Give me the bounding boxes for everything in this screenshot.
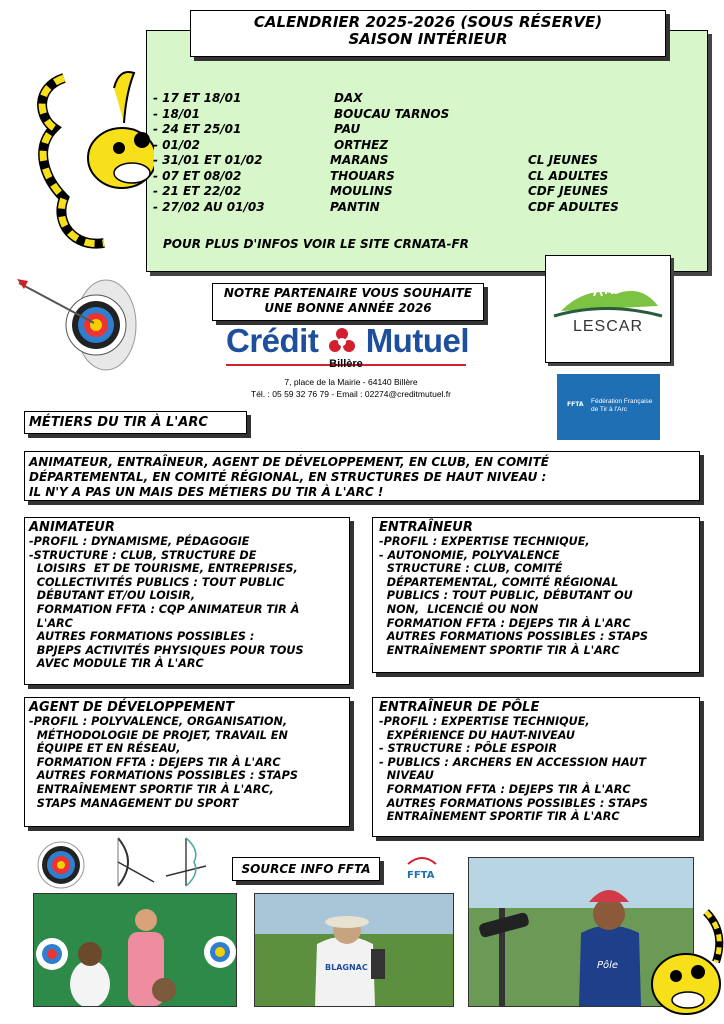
calendar-event: CL JEUNES xyxy=(528,153,598,167)
calendar-event: CDF ADULTES xyxy=(528,199,619,214)
calendar-date: - 18/01 xyxy=(153,106,200,121)
card-pole-line: NIVEAU xyxy=(379,769,434,783)
calendar-date: - 17 ET 18/01 xyxy=(153,91,242,105)
card-animateur xyxy=(24,517,350,685)
card-entraineur-line: DÉPARTEMENTAL, COMITÉ RÉGIONAL xyxy=(379,575,619,589)
card-animateur-body xyxy=(29,535,349,671)
credit-mutuel-emblem-icon xyxy=(327,326,357,356)
metiers-intro-line: IL N'Y A PAS UN MAIS DES MÉTIERS DU TIR À L'ARC ! xyxy=(29,485,384,499)
card-animateur-line: AUTRES FORMATIONS POSSIBLES : xyxy=(29,630,255,644)
calendar-event: CDF JEUNES xyxy=(528,184,609,198)
card-entraineur-body xyxy=(379,535,699,657)
ffta-logo-line2: de Tir à l'Arc xyxy=(591,406,627,413)
calendar-note: POUR PLUS D'INFOS VOIR LE SITE CRNATA-FR xyxy=(163,237,469,251)
card-pole-line: ENTRAÎNEMENT SPORTIF TIR À L'ARC xyxy=(379,810,620,824)
card-agent-line: STAPS MANAGEMENT DU SPORT xyxy=(29,796,239,810)
calendar-place: MARANS xyxy=(330,153,389,167)
card-entraineur xyxy=(372,517,700,673)
ffta-logo xyxy=(557,374,660,440)
card-pole-line: FORMATION FFTA : DEJEPS TIR À L'ARC xyxy=(379,782,631,796)
card-entraineur-line: AUTRES FORMATIONS POSSIBLES : STAPS xyxy=(379,630,648,644)
photo-coach-kids xyxy=(33,893,237,1007)
svg-text:FFTA: FFTA xyxy=(407,870,435,881)
card-pole-line: - STRUCTURE : PÔLE ESPOIR xyxy=(379,742,557,756)
marsupilami-bottom-icon xyxy=(636,892,724,1024)
metiers-intro xyxy=(24,451,700,501)
credit-mutuel-branch: Billère xyxy=(329,358,363,370)
calendar-box xyxy=(146,30,708,272)
card-entraineur-title: ENTRAÎNEUR xyxy=(379,520,473,535)
card-animateur-line: FORMATION FFTA : CQP ANIMATEUR TIR À xyxy=(29,602,300,616)
card-pole xyxy=(372,697,700,837)
photo-blagnac-text: BLAGNAC xyxy=(325,963,368,972)
card-entraineur-line: PUBLICS : TOUT PUBLIC, DÉBUTANT OU xyxy=(379,589,633,603)
card-agent-line: FORMATION FFTA : DEJEPS TIR À L'ARC xyxy=(29,755,281,769)
card-agent-line: ÉQUIPE ET EN RÉSEAU, xyxy=(29,742,181,756)
ffta-small-logo-icon xyxy=(404,852,440,882)
card-animateur-line: L'ARC xyxy=(29,616,73,630)
lescar-logo xyxy=(545,255,671,363)
partner-contact: Tél. : 05 59 32 76 79 - Email : 02274@creditmutuel.fr xyxy=(251,389,451,399)
card-entraineur-line: -PROFIL : EXPERTISE TECHNIQUE, xyxy=(379,535,590,548)
recurve-bow-icon xyxy=(160,836,212,888)
calendar-place: ORTHEZ xyxy=(334,137,389,152)
partner-address: 7, place de la Mairie - 64140 Billère xyxy=(284,377,418,387)
lescar-hill-icon xyxy=(546,256,670,326)
card-animateur-line: COLLECTIVITÉS PUBLICS : TOUT PUBLIC xyxy=(29,575,285,589)
credit-mutuel-name-1: Crédit xyxy=(226,322,319,359)
photo-cap-text: Pôle xyxy=(597,960,619,971)
card-entraineur-line: STRUCTURE : CLUB, COMITÉ xyxy=(379,562,563,576)
calendar-date: - 07 ET 08/02 xyxy=(153,168,242,183)
calendar-place: DAX xyxy=(334,91,363,105)
calendar-date: - 27/02 AU 01/03 xyxy=(153,199,265,214)
partner-message-line1: NOTRE PARTENAIRE VOUS SOUHAITE xyxy=(223,286,473,300)
card-pole-title: ENTRAÎNEUR DE PÔLE xyxy=(379,700,540,715)
card-agent-line: AUTRES FORMATIONS POSSIBLES : STAPS xyxy=(29,769,298,783)
target-arrow-icon xyxy=(14,275,139,375)
card-animateur-line: LOISIRS ET DE TOURISME, ENTREPRISES, xyxy=(29,562,298,576)
card-animateur-line: -PROFIL : DYNAMISME, PÉDAGOGIE xyxy=(29,535,250,548)
calendar-place: PAU xyxy=(334,122,361,136)
ffta-logo-abbr: FFTA xyxy=(567,401,584,408)
compound-bow-icon xyxy=(108,836,156,888)
metiers-title: MÉTIERS DU TIR À L'ARC xyxy=(24,411,247,434)
card-animateur-line: AVEC MODULE TIR À L'ARC xyxy=(29,657,204,671)
calendar-date: - 21 ET 22/02 xyxy=(153,184,242,198)
card-pole-line: AUTRES FORMATIONS POSSIBLES : STAPS xyxy=(379,796,648,810)
card-animateur-title: ANIMATEUR xyxy=(29,520,115,535)
card-agent-line: -PROFIL : POLYVALENCE, ORGANISATION, xyxy=(29,715,288,728)
calendar-place: MOULINS xyxy=(330,184,393,198)
card-agent-line: MÉTHODOLOGIE DE PROJET, TRAVAIL EN xyxy=(29,728,288,742)
partner-message xyxy=(212,283,484,321)
lescar-name: LESCAR xyxy=(572,318,644,335)
calendar-title-line1: CALENDRIER 2025-2026 (SOUS RÉSERVE) xyxy=(253,13,603,31)
card-animateur-line: DÉBUTANT ET/OU LOISIR, xyxy=(29,589,196,603)
metiers-intro-line: ANIMATEUR, ENTRAÎNEUR, AGENT DE DÉVELOPPEMENT, EN CLUB, EN COMITÉ xyxy=(29,455,549,469)
card-agent-line: ENTRAÎNEMENT SPORTIF TIR À L'ARC, xyxy=(29,782,274,796)
calendar-place: BOUCAU TARNOS xyxy=(334,106,450,121)
card-agent-body xyxy=(29,715,349,810)
card-pole-line: -PROFIL : EXPERTISE TECHNIQUE, xyxy=(379,715,590,728)
card-pole-body xyxy=(379,715,699,824)
card-animateur-line: BPJEPS ACTIVITÉS PHYSIQUES POUR TOUS xyxy=(29,643,304,657)
card-animateur-line: -STRUCTURE : CLUB, STRUCTURE DE xyxy=(29,548,257,562)
card-agent xyxy=(24,697,350,827)
card-pole-line: - PUBLICS : ARCHERS EN ACCESSION HAUT xyxy=(379,755,646,769)
card-entraineur-line: ENTRAÎNEMENT SPORTIF TIR À L'ARC xyxy=(379,643,620,657)
calendar-date: - 31/01 ET 01/02 xyxy=(153,153,263,167)
calendar-date: - 01/02 xyxy=(153,137,200,152)
calendar-place: THOUARS xyxy=(330,168,395,183)
card-entraineur-line: NON, LICENCIÉ OU NON xyxy=(379,602,539,616)
metiers-intro-line: DÉPARTEMENTAL, EN COMITÉ RÉGIONAL, EN STRUCTURES DE HAUT NIVEAU : xyxy=(29,470,547,484)
calendar-title xyxy=(190,10,666,57)
source-label: SOURCE INFO FFTA xyxy=(232,857,380,881)
ffta-logo-line1: Fédération Française xyxy=(591,398,653,405)
card-entraineur-line: FORMATION FFTA : DEJEPS TIR À L'ARC xyxy=(379,616,631,630)
partner-message-line2: UNE BONNE ANNÉE 2026 xyxy=(264,301,432,315)
calendar-place: PANTIN xyxy=(330,199,380,214)
photo-archer-blagnac xyxy=(254,893,454,1007)
marsupilami-mascot-icon xyxy=(24,48,154,258)
calendar-title-line2: SAISON INTÉRIEUR xyxy=(348,30,508,48)
calendar-date: - 24 ET 25/01 xyxy=(153,122,242,136)
credit-mutuel-name-2: Mutuel xyxy=(365,322,470,359)
card-agent-title: AGENT DE DÉVELOPPEMENT xyxy=(29,700,235,715)
calendar-event: CL ADULTES xyxy=(528,168,609,183)
card-entraineur-line: - AUTONOMIE, POLYVALENCE xyxy=(379,548,560,562)
target-face-icon xyxy=(36,840,86,890)
card-pole-line: EXPÉRIENCE DU HAUT-NIVEAU xyxy=(379,728,575,742)
